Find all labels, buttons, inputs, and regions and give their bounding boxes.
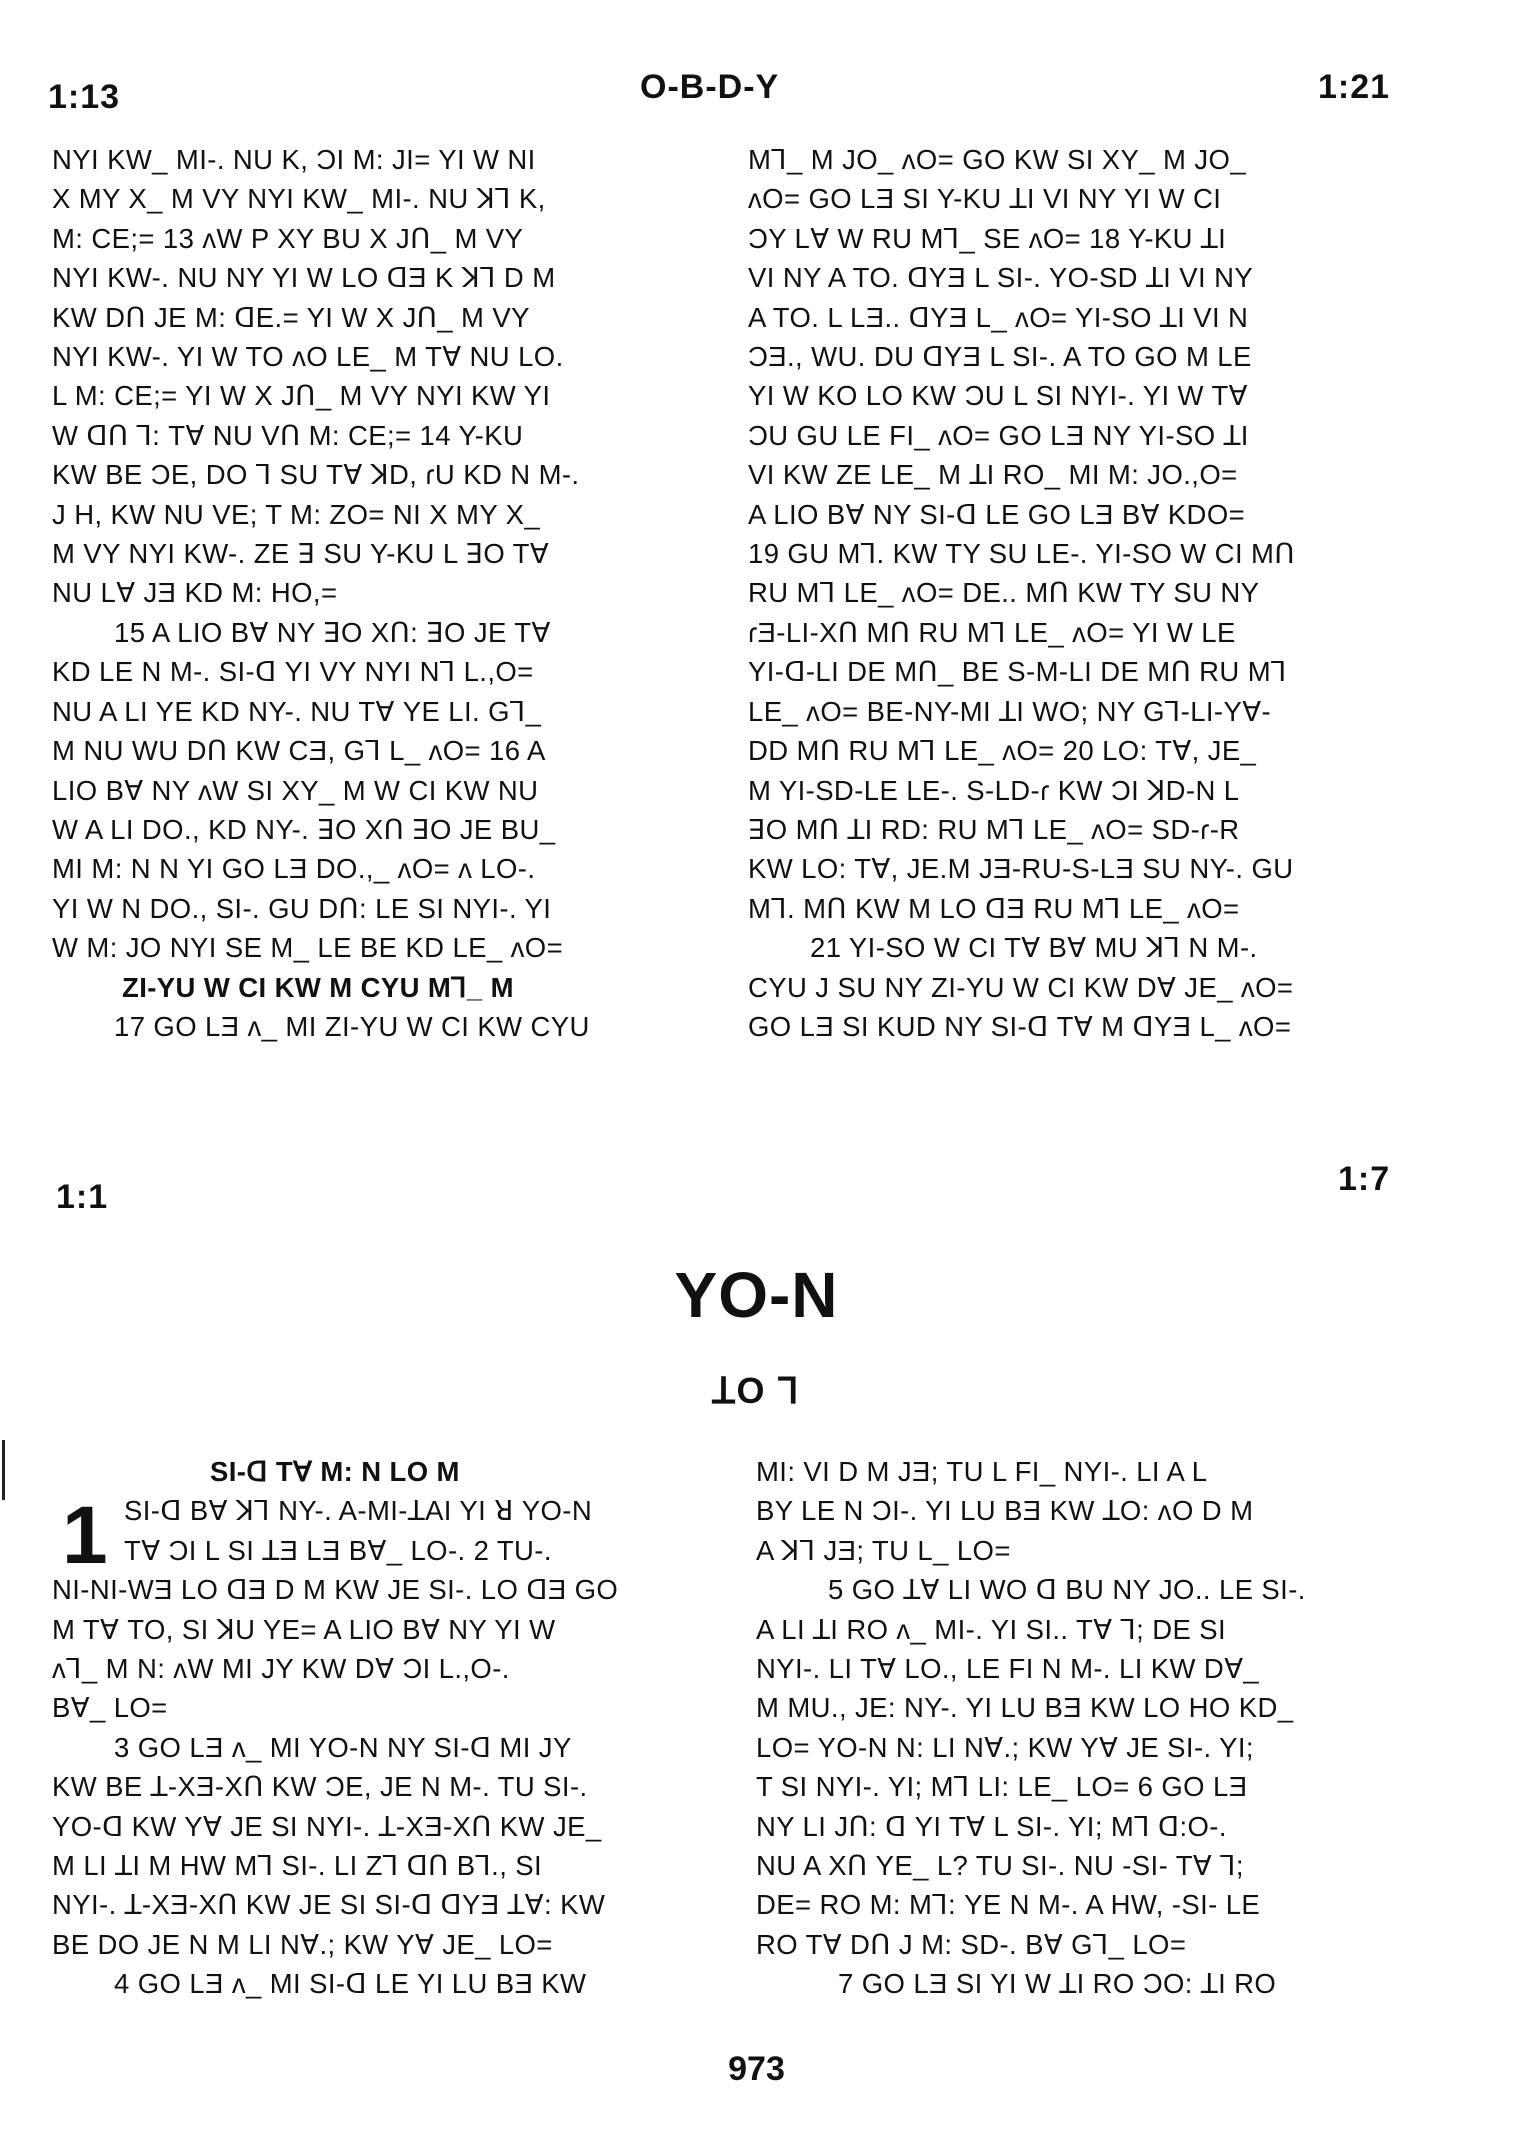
text-line: M VY NYI KW-. ZE ꓱ SU Y-KU L ꓱO Tꓯ [52, 538, 550, 570]
text-line: Mꓶ_ M JO_ ʌO= GO KW SI XY_ M JO_ [748, 144, 1247, 175]
text-line: T SI NYI-. YI; Mꓶ LI: LE_ LO= 6 GO LƎ [756, 1771, 1248, 1803]
text-line: ɾƎ-LI-Xꓵ Mꓵ RU Mꓶ LE_ ʌO= YI W LE [748, 616, 1236, 648]
section-heading: SI-ꓷ Tꓯ M: N LO M [210, 1456, 460, 1487]
text-line: M NU WU Dꓵ KW CƎ, Gꓶ L_ ʌO= 16 A [52, 735, 546, 767]
text-line: MI M: N N YI GO LƎ DO.,_ ʌO= ʌ LO-. [52, 853, 536, 885]
text-line: BE DO JE N M LI Nꓯ.; KW Yꓯ JE_ LO= [52, 1928, 553, 1960]
top-left-column [52, 140, 712, 1046]
text-line: 21 YI-SO W CI Tꓯ Bꓯ MU ꓘꓶ N M-. [810, 932, 1258, 964]
text-line: LIO Bꓯ NY ʌW SI XY_ M W CI KW NU [52, 774, 539, 806]
book-title: YO-N [674, 1259, 839, 1331]
text-line: W ꓷꓵ ꓶ: Tꓯ NU Vꓵ M: CE;= 14 Y-KU [52, 419, 524, 451]
text-line: ʌꓶ_ M N: ʌW MI JY KW Dꓯ ƆI L.,O-. [52, 1653, 510, 1685]
text-line: YO-ꓷ KW Yꓯ JE SI NYI-. ꓕ-XƎ-Xꓵ KW JE_ [52, 1810, 602, 1842]
text-line: ƆU GU LE FI_ ʌO= GO LƎ NY YI-SO ꓕI [748, 419, 1249, 451]
text-line: CYU J SU NY ZI-YU W CI KW Dꓯ JE_ ʌO= [748, 971, 1294, 1003]
text-line: M MU., JE: NY-. YI LU BƎ KW LO HO KD_ [756, 1692, 1294, 1724]
text-line: SI-ꓷ Bꓯ ꓘꓶ NY-. A-MI-ꓕAI YI ꓤ YO-N [124, 1495, 593, 1527]
text-line: YI W N DO., SI-. GU Dꓵ: LE SI NYI-. YI [52, 892, 552, 924]
bottom-right-lines-b [756, 1570, 1416, 1964]
text-line: NYI KW_ MI-. NU K, ƆI M: JI= YI W NI [52, 144, 536, 175]
text-line: 7 GO LƎ SI YI W ꓕI RO ƆO: ꓕI RO [838, 1968, 1277, 2000]
chapter-range-left: 1:1 [56, 1178, 109, 1216]
top-left-lines-b [52, 613, 712, 968]
text-line: 17 GO LƎ ʌ_ MI ZI-YU W CI KW CYU [114, 1010, 590, 1042]
section-heading: ZI-YU W CI KW M CYU Mꓶ_ M [122, 971, 514, 1003]
text-line: ʌO= GO LƎ SI Y-KU ꓕI VI NY YI W CI [748, 183, 1222, 215]
running-header-right: 1:21 [1318, 68, 1391, 106]
text-line: A LIO Bꓯ NY SI-ꓷ LE GO LƎ Bꓯ KDO= [748, 498, 1246, 530]
text-line: RU Mꓶ LE_ ʌO= DE.. Mꓵ KW TY SU NY [748, 577, 1260, 609]
text-line: VI NY A TO. ꓷYƎ L SI-. YO-SD ꓕI VI NY [748, 262, 1254, 294]
text-line: NYI-. ꓕ-XƎ-Xꓵ KW JE SI SI-ꓷ ꓷYƎ ꓕꓯ: KW [52, 1889, 606, 1921]
running-header-left: 1:13 [48, 78, 121, 116]
text-line: Mꓶ. Mꓵ KW M LO ꓷƎ RU Mꓶ LE_ ʌO= [748, 892, 1240, 924]
text-line: A TO. L LƎ.. ꓷYƎ L_ ʌO= YI-SO ꓕI VI N [748, 301, 1249, 333]
top-right-lines [748, 140, 1408, 928]
text-line: KW LO: Tꓯ, JE.M JƎ-RU-S-LƎ SU NY-. GU [748, 853, 1294, 885]
text-line: Tꓯ ƆI L SI ꓕƎ LƎ Bꓯ_ LO-. 2 TU-. [124, 1534, 552, 1566]
top-left-lines [52, 140, 712, 613]
scan-edge-mark [2, 1440, 5, 1500]
text-line: MI: VI D M JƎ; TU L FI_ NYI-. LI A L [756, 1456, 1208, 1487]
text-line: NU A LI YE KD NY-. NU Tꓯ YE LI. Gꓶ_ [52, 695, 542, 727]
text-line: RO Tꓯ Dꓵ J M: SD-. Bꓯ Gꓶ_ LO= [756, 1928, 1187, 1960]
text-line: ꓱO Mꓵ ꓕI RD: RU Mꓶ LE_ ʌO= SD-ɾ-R [748, 813, 1240, 845]
text-line: ƆƎ., WU. DU ꓷYƎ L SI-. A TO GO M LE [748, 341, 1252, 373]
text-line: YI-ꓷ-LI DE Mꓵ_ BE S-M-LI DE Mꓵ RU Mꓶ [748, 656, 1287, 688]
text-line: KD LE N M-. SI-ꓷ YI VY NYI Nꓶ L.,O= [52, 656, 534, 688]
page-number: 973 [728, 2050, 785, 2088]
text-line: NU A Xꓵ YE_ L? TU SI-. NU -SI- Tꓯ ꓶ; [756, 1850, 1244, 1882]
text-line: NY LI Jꓵ: ꓷ YI Tꓯ L SI-. YI; Mꓶ ꓷ:O-. [756, 1810, 1227, 1842]
text-line: M LI ꓕI M HW Mꓶ SI-. LI Zꓶ ꓷꓵ Bꓶ., SI [52, 1850, 543, 1882]
top-right-lines-b [748, 928, 1408, 1046]
text-line: LE_ ʌO= BE-NY-MI ꓕI WO; NY Gꓶ-LI-Yꓯ- [748, 695, 1272, 727]
text-line: NYI KW-. YI W TO ʌO LE_ M Tꓯ NU LO. [52, 341, 564, 373]
text-line: 15 A LIO Bꓯ NY ꓱO Xꓵ: ꓱO JE Tꓯ [114, 616, 551, 648]
text-line: NI-NI-WƎ LO ꓷƎ D M KW JE SI-. LO ꓷƎ GO [52, 1574, 619, 1606]
text-line: DD Mꓵ RU Mꓶ LE_ ʌO= 20 LO: Tꓯ, JE_ [748, 735, 1257, 767]
text-line: 3 GO LƎ ʌ_ MI YO-N NY SI-ꓷ MI JY [114, 1731, 572, 1763]
text-line: ƆY Lꓯ W RU Mꓶ_ SE ʌO= 18 Y-KU ꓕI [748, 222, 1227, 254]
book-subtitle: ꓕO ꓶ [712, 1370, 801, 1411]
text-line: NU Lꓯ JƎ KD M: HO,= [52, 577, 338, 609]
text-line: A LI ꓕI RO ʌ_ MI-. YI SI.. Tꓯ ꓶ; DE SI [756, 1613, 1227, 1645]
text-line: VI KW ZE LE_ M ꓕI RO_ MI M: JO.,O= [748, 459, 1238, 491]
top-right-column [748, 140, 1408, 1046]
text-line: KW BE ꓕ-XƎ-Xꓵ KW ƆE, JE N M-. TU SI-. [52, 1771, 588, 1803]
text-line: BY LE N ƆI-. YI LU BƎ KW ꓕO: ʌO D M [756, 1495, 1254, 1527]
text-line: Bꓯ_ LO= [52, 1692, 168, 1724]
bottom-left-column [52, 1452, 722, 2004]
text-line: M Tꓯ TO, SI ꓘU YE= A LIO Bꓯ NY YI W [52, 1613, 556, 1645]
text-line: 5 GO ꓕꓯ LI WO ꓷ BU NY JO.. LE SI-. [828, 1574, 1306, 1606]
text-line: W M: JO NYI SE M_ LE BE KD LE_ ʌO= [52, 932, 564, 964]
text-line: LO= YO-N N: LI Nꓯ.; KW Yꓯ JE SI-. YI; [756, 1731, 1254, 1763]
text-line: W A LI DO., KD NY-. ꓱO Xꓵ ꓱO JE BU_ [52, 813, 556, 845]
chapter-start [52, 1490, 722, 1582]
bottom-right-lines [756, 1452, 1416, 1570]
bottom-right-column [756, 1452, 1416, 2004]
text-line: M: CE;= 13 ʌW P XY BU X Jꓵ_ M VY [52, 222, 524, 254]
bottom-left-lines-b [52, 1728, 722, 1964]
text-line: GO LƎ SI KUD NY SI-ꓷ Tꓯ M ꓷYƎ L_ ʌO= [748, 1010, 1292, 1042]
text-line: YI W KO LO KW ƆU L SI NYI-. YI W Tꓯ [748, 380, 1248, 412]
running-header-center: O-B-D-Y [640, 68, 780, 106]
chapter-range-right: 1:7 [1338, 1160, 1391, 1198]
text-line: 19 GU Mꓶ. KW TY SU LE-. YI-SO W CI Mꓵ [748, 538, 1295, 570]
text-line: NYI KW-. NU NY YI W LO ꓷƎ K ꓘꓶ D M [52, 262, 556, 294]
chapter-number-dropcap: 1 [62, 1490, 109, 1582]
text-line: X MY X_ M VY NYI KW_ MI-. NU ꓘꓶ K, [52, 183, 546, 215]
bottom-left-lines [52, 1570, 722, 1728]
text-line: A ꓘꓶ JƎ; TU L_ LO= [756, 1534, 1011, 1566]
text-line: DE= RO M: Mꓶ: YE N M-. A HW, -SI- LE [756, 1889, 1261, 1921]
text-line: NYI-. LI Tꓯ LO., LE FI N M-. LI KW Dꓯ_ [756, 1653, 1260, 1685]
text-line: J H, KW NU VE; T M: ZO= NI X MY X_ [52, 498, 541, 530]
text-line: KW Dꓵ JE M: ꓷE.= YI W X Jꓵ_ M VY [52, 301, 530, 333]
text-line: KW BE ƆE, DO ꓶ SU Tꓯ ꓘD, ɾU KD N M-. [52, 459, 580, 491]
text-line: L M: CE;= YI W X Jꓵ_ M VY NYI KW YI [52, 380, 551, 412]
text-line: 4 GO LƎ ʌ_ MI SI-ꓷ LE YI LU BƎ KW [114, 1968, 587, 2000]
text-line: M YI-SD-LE LE-. S-LD-ɾ KW ƆI ꓘD-N L [748, 774, 1240, 806]
